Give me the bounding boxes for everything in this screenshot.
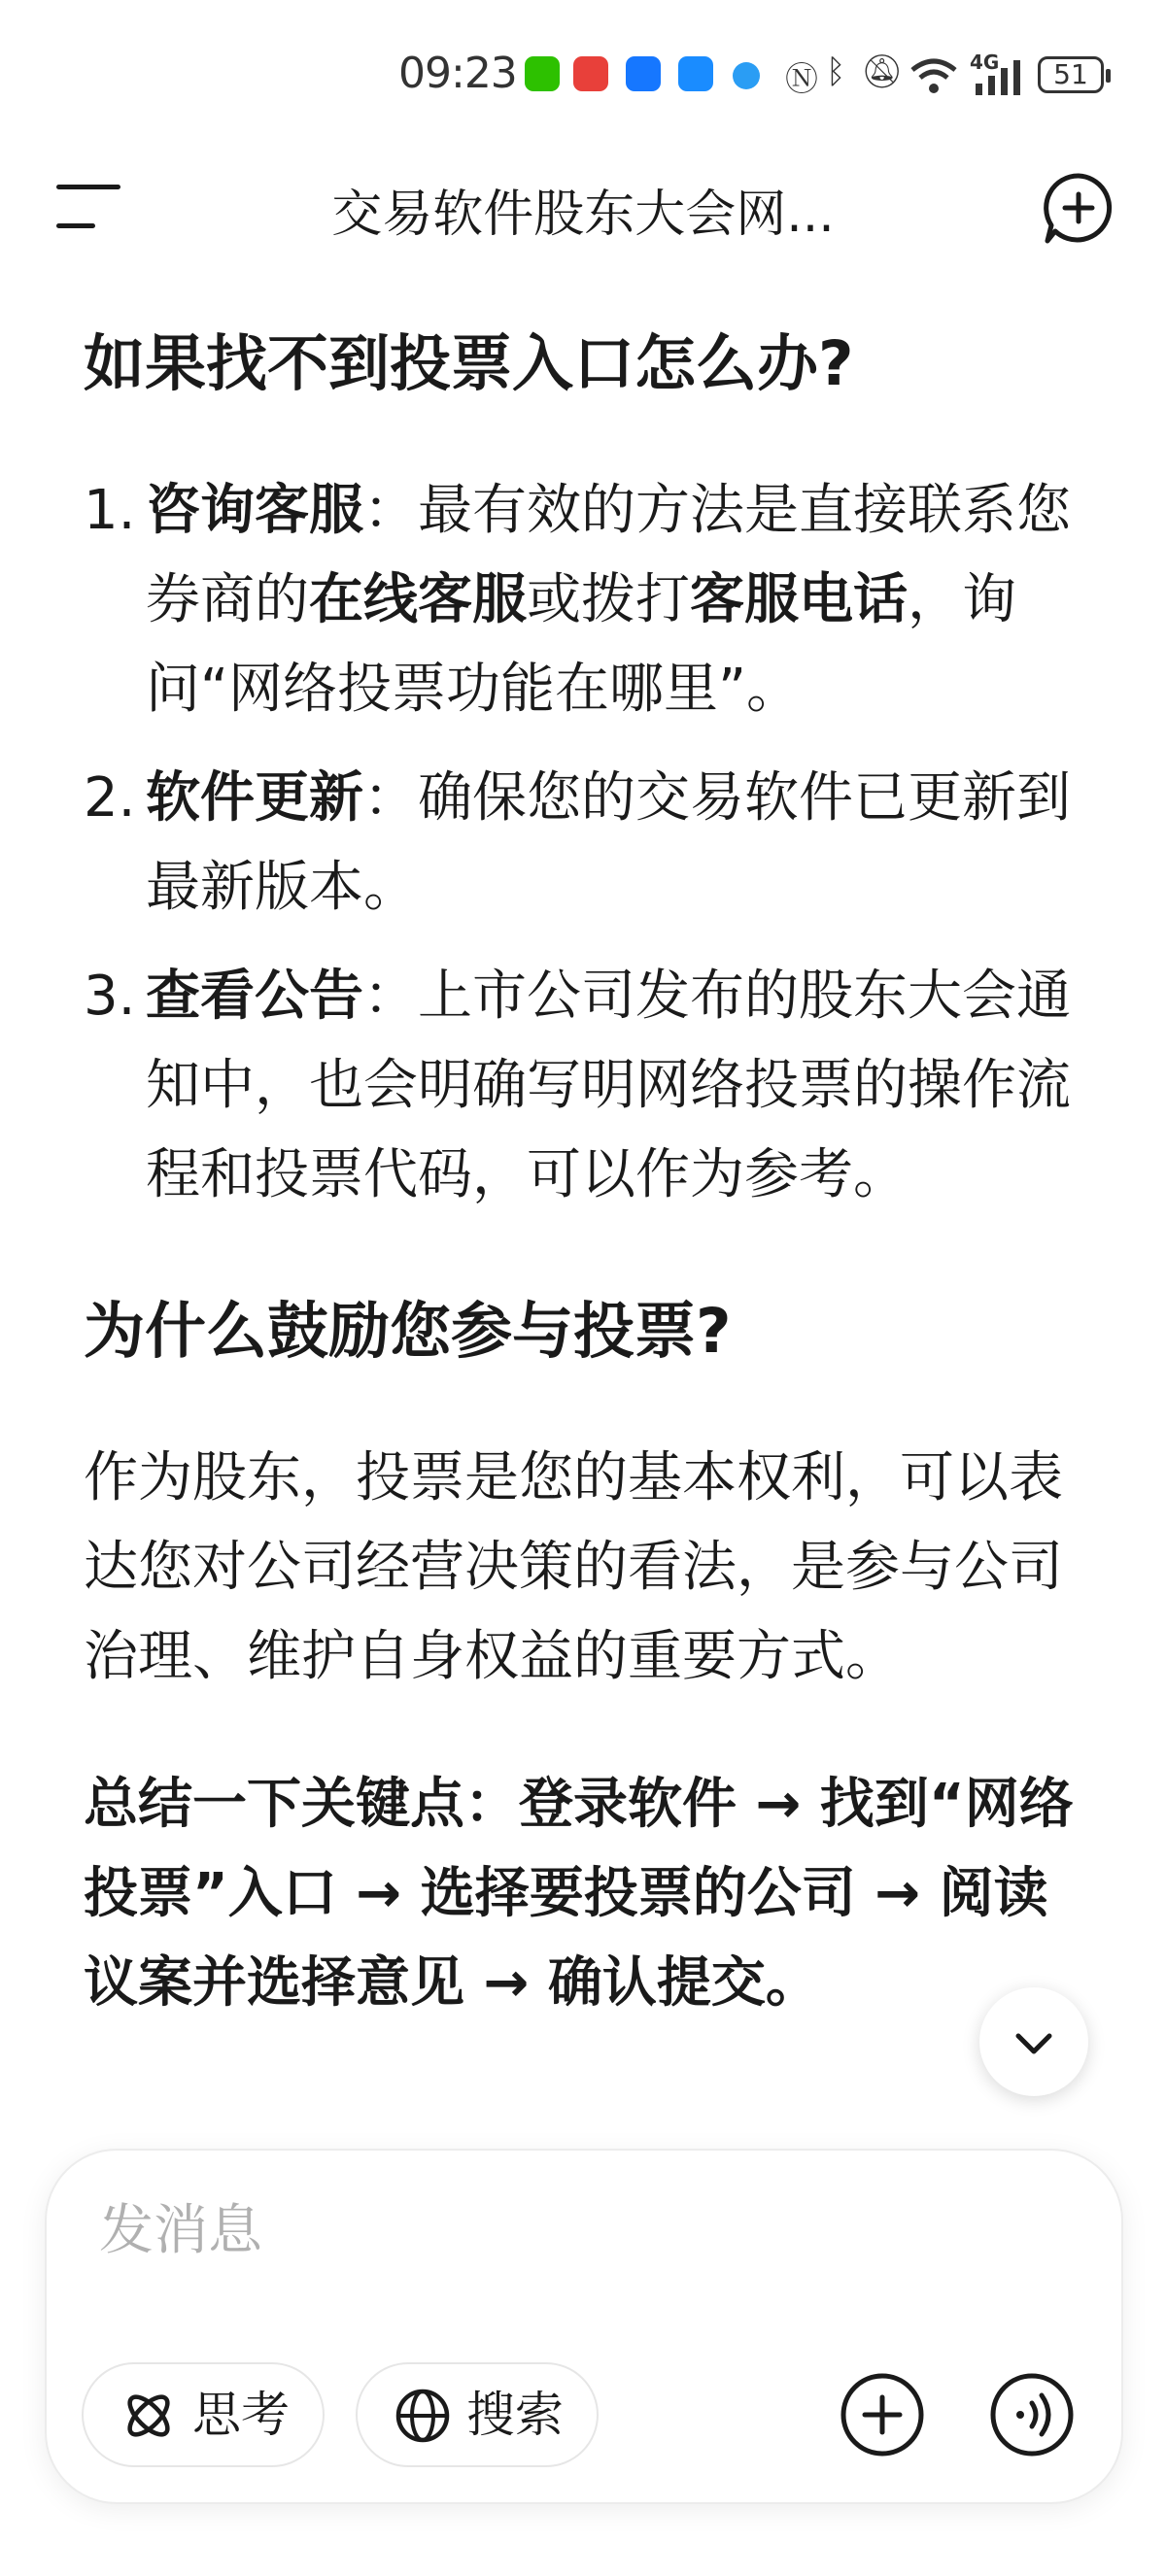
nfc-icon: Ⓝ xyxy=(785,60,818,99)
list-item xyxy=(84,952,1094,1220)
red-app-icon xyxy=(573,56,608,91)
wechat-icon xyxy=(525,56,560,91)
summary-text: 总结一下关键点：登录软件 → 找到“网络投票”入口 → 选择要投票的公司 → 阅读议案并选择意见 → 确认提交。 xyxy=(84,1773,1074,2015)
wifi-icon xyxy=(909,56,958,95)
new-chat-button[interactable] xyxy=(1042,171,1115,245)
list-number: 2. xyxy=(84,766,136,830)
item-text: ，询问“网络投票功能在哪里”。 xyxy=(146,568,1016,721)
chevron-down-icon xyxy=(979,1987,1088,2096)
item-text: ：上市公司发布的股东大会通知中，也会明确写明网络投票的操作流程和投票代码，可以作为参考。 xyxy=(146,965,1071,1206)
alipay-icon xyxy=(626,56,661,91)
item-title: 软件更新 xyxy=(146,766,363,830)
list-item xyxy=(84,754,1094,932)
item-title: 咨询客服 xyxy=(146,479,363,542)
item-text: ：最有效的方法是直接联系您券商的 xyxy=(146,479,1071,631)
scroll-to-bottom-button[interactable] xyxy=(979,1987,1088,2096)
section-heading: 如果找不到投票入口怎么办? xyxy=(84,328,854,399)
steps-list xyxy=(84,466,1094,1220)
message-app-icon xyxy=(678,56,713,91)
think-label: 思考 xyxy=(192,2387,290,2443)
atom-icon xyxy=(120,2388,177,2444)
section-heading: 为什么鼓励您参与投票? xyxy=(84,1296,732,1367)
battery-icon xyxy=(1038,56,1104,93)
message-input[interactable]: 发消息 xyxy=(99,2199,262,2262)
bluetooth-icon: ᛒ xyxy=(826,52,846,91)
paragraph: 作为股东，投票是您的基本权利，可以表达您对公司经营决策的看法，是参与公司治理、维护自身权益的重要方式。 xyxy=(84,1446,1063,1688)
list-number: 1. xyxy=(84,479,136,542)
search-toggle-button[interactable] xyxy=(356,2362,599,2467)
list-item xyxy=(84,466,1094,734)
item-title: 查看公告 xyxy=(146,965,363,1028)
item-emphasis: 客服电话 xyxy=(690,568,908,631)
search-label: 搜索 xyxy=(466,2387,564,2443)
list-number: 3. xyxy=(84,965,136,1028)
status-time: 09:23 xyxy=(398,49,517,98)
add-attachment-button[interactable] xyxy=(840,2372,925,2457)
network-type: 4G xyxy=(970,51,1000,74)
input-panel xyxy=(47,2151,1121,2502)
item-emphasis: 在线客服 xyxy=(309,568,527,631)
menu-button[interactable] xyxy=(56,185,120,231)
voice-input-button[interactable] xyxy=(989,2372,1075,2457)
item-text: 或拨打 xyxy=(527,568,690,631)
globe-icon xyxy=(394,2388,451,2444)
signal-icon xyxy=(972,58,1030,95)
item-text: ：确保您的交易软件已更新到最新版本。 xyxy=(146,766,1071,919)
status-bar xyxy=(0,0,1166,155)
conversation-title[interactable]: 交易软件股东大会网... xyxy=(331,186,835,244)
blue-app-icon xyxy=(733,62,760,89)
battery-level: 51 xyxy=(1053,58,1088,90)
mute-icon: 🔕︎ xyxy=(861,52,904,91)
message-content xyxy=(84,321,1094,2028)
think-toggle-button[interactable] xyxy=(82,2362,325,2467)
